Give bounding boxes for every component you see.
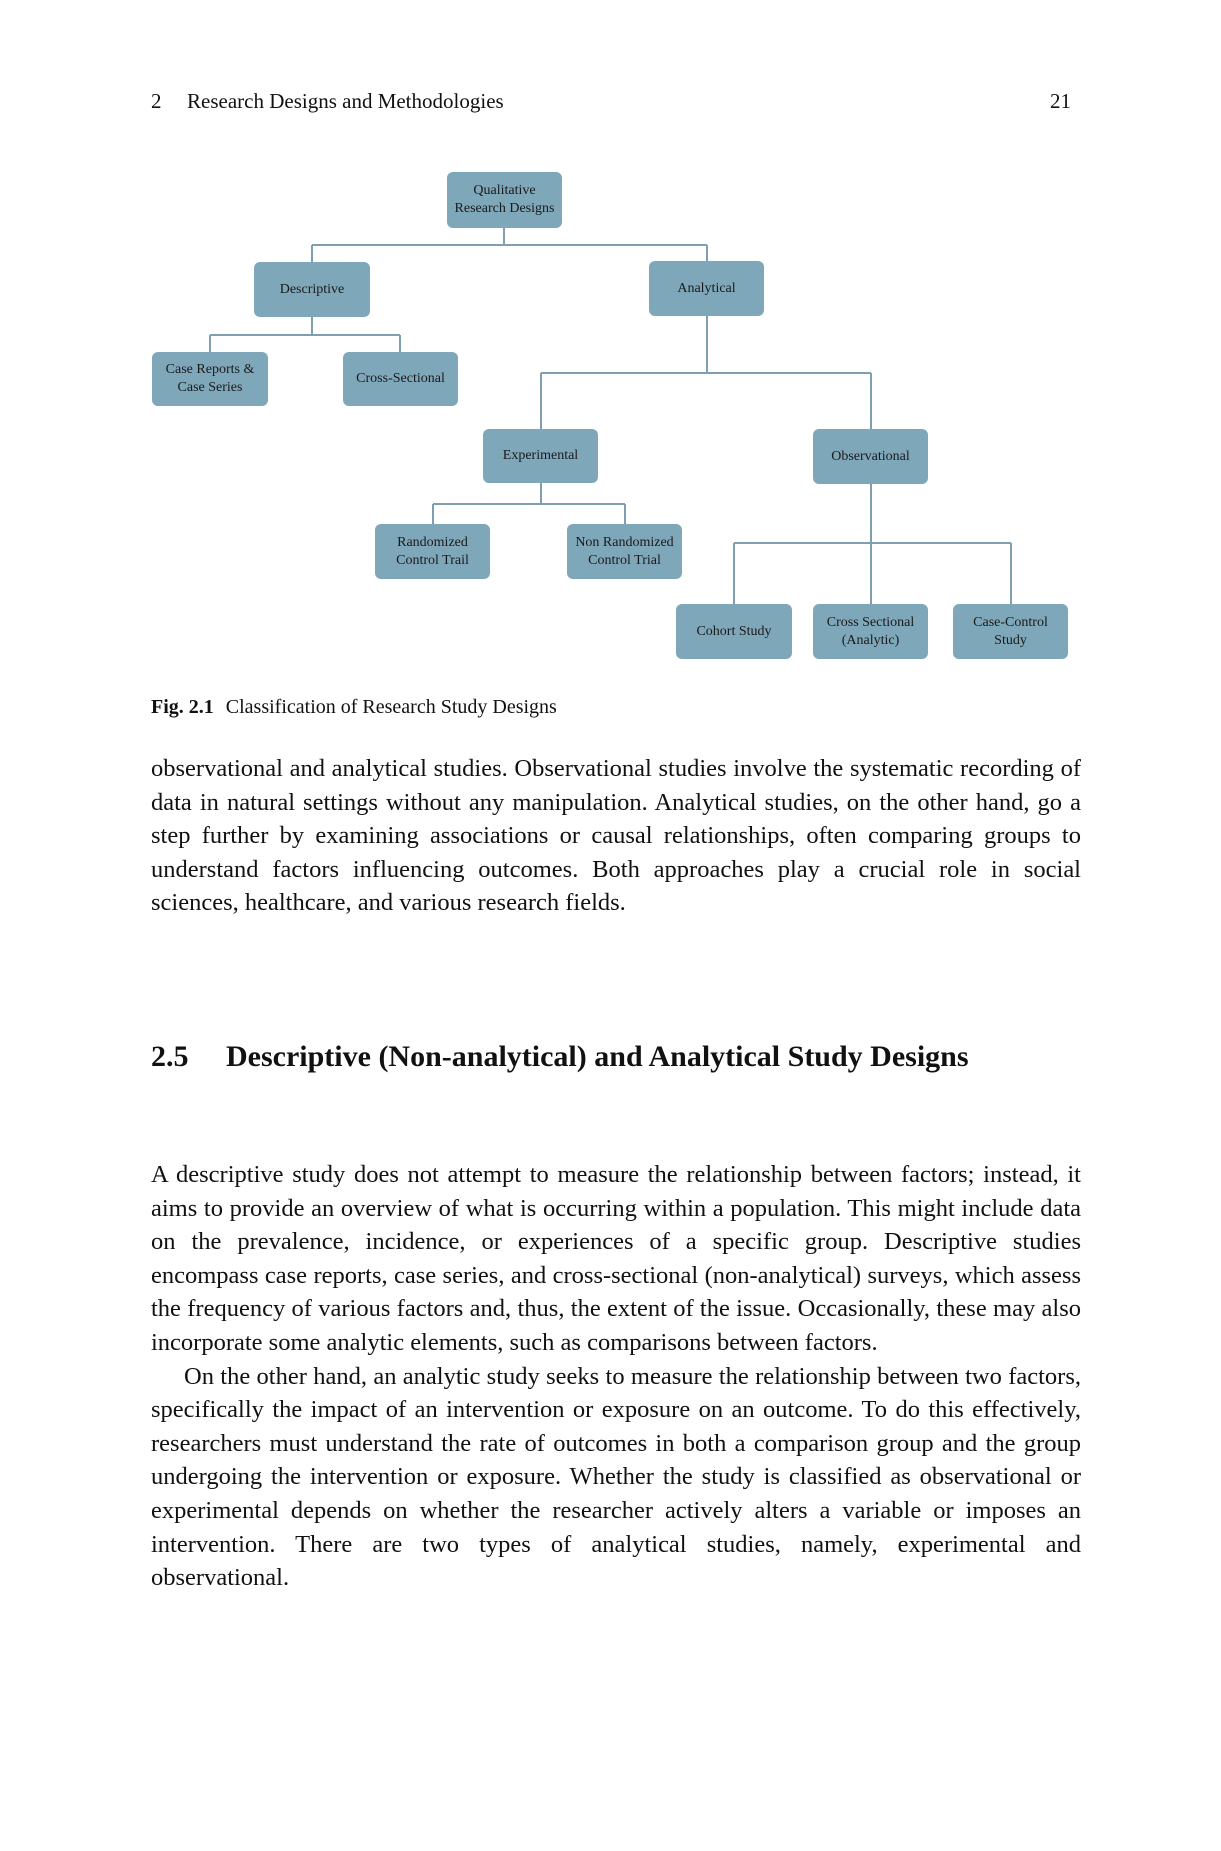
chapter-title: Research Designs and Methodologies (187, 89, 504, 113)
node-observational: Observational (813, 429, 928, 484)
classification-diagram (0, 0, 1221, 700)
figure-label: Fig. 2.1 (151, 696, 214, 718)
analytic-paragraph: On the other hand, an analytic study seeks to measure the relationship between two factors, specifically the impact of an intervention or exposure on an outcome. To do this effectively, researchers must understand the rate of outcomes in both a comparison group and the group undergoing the intervention or exposure. Whether the study is classified as observational or experimental depends on whether the researcher actively alters a variable or imposes an intervention. There are two types of analytical studies, namely, experimental and observational. (151, 1362, 1081, 1592)
page-number: 21 (1050, 89, 1071, 113)
node-analytical: Analytical (649, 261, 764, 316)
node-case-reports-case-series: Case Reports & Case Series (152, 352, 268, 406)
figure-caption-text: Classification of Research Study Designs (225, 696, 557, 718)
diagram-connectors (0, 0, 1221, 700)
node-randomized-control-trail: Randomized Control Trail (375, 524, 490, 579)
descriptive-paragraph: A descriptive study does not attempt to measure the relationship between factors; instead, it aims to provide an overview of what is occurring within a population. This might include data on the prevalence, incidence, or experiences of a specific group. Descriptive studies encompass case reports, case series, and cross-sectional (non-analytical) surveys, which assess the frequency of various factors and, thus, the extent of the issue. Occasionally, these may also incorporate some analytic elements, such as comparisons between factors. (151, 1161, 1081, 1356)
node-cross-sectional-analytic: Cross Sectional (Analytic) (813, 604, 928, 659)
section-title: Descriptive (Non-analytical) and Analytical Study Designs (226, 1040, 969, 1073)
node-non-randomized-control-trial: Non Randomized Control Trial (567, 524, 682, 579)
intro-paragraph: observational and analytical studies. Observational studies involve the systematic recording of data in natural settings without any manipulation. Analytical studies, on the other hand, go a step further by examining associations or causal relationships, often comparing groups to understand factors influencing outcomes. Both approaches play a crucial role in social sciences, healthcare, and various research fields. (151, 755, 1081, 917)
node-experimental: Experimental (483, 429, 598, 483)
section-body (151, 1158, 1081, 1595)
node-cross-sectional: Cross-Sectional (343, 352, 458, 406)
node-descriptive: Descriptive (254, 262, 370, 317)
node-case-control-study: Case-Control Study (953, 604, 1068, 659)
node-qualitative-research-designs: Qualitative Research Designs (447, 172, 562, 228)
chapter-number: 2 (151, 89, 162, 113)
figure-caption (151, 694, 557, 720)
intro-paragraph-block (151, 752, 1081, 920)
section-number: 2.5 (151, 1040, 189, 1073)
node-cohort-study: Cohort Study (676, 604, 792, 659)
